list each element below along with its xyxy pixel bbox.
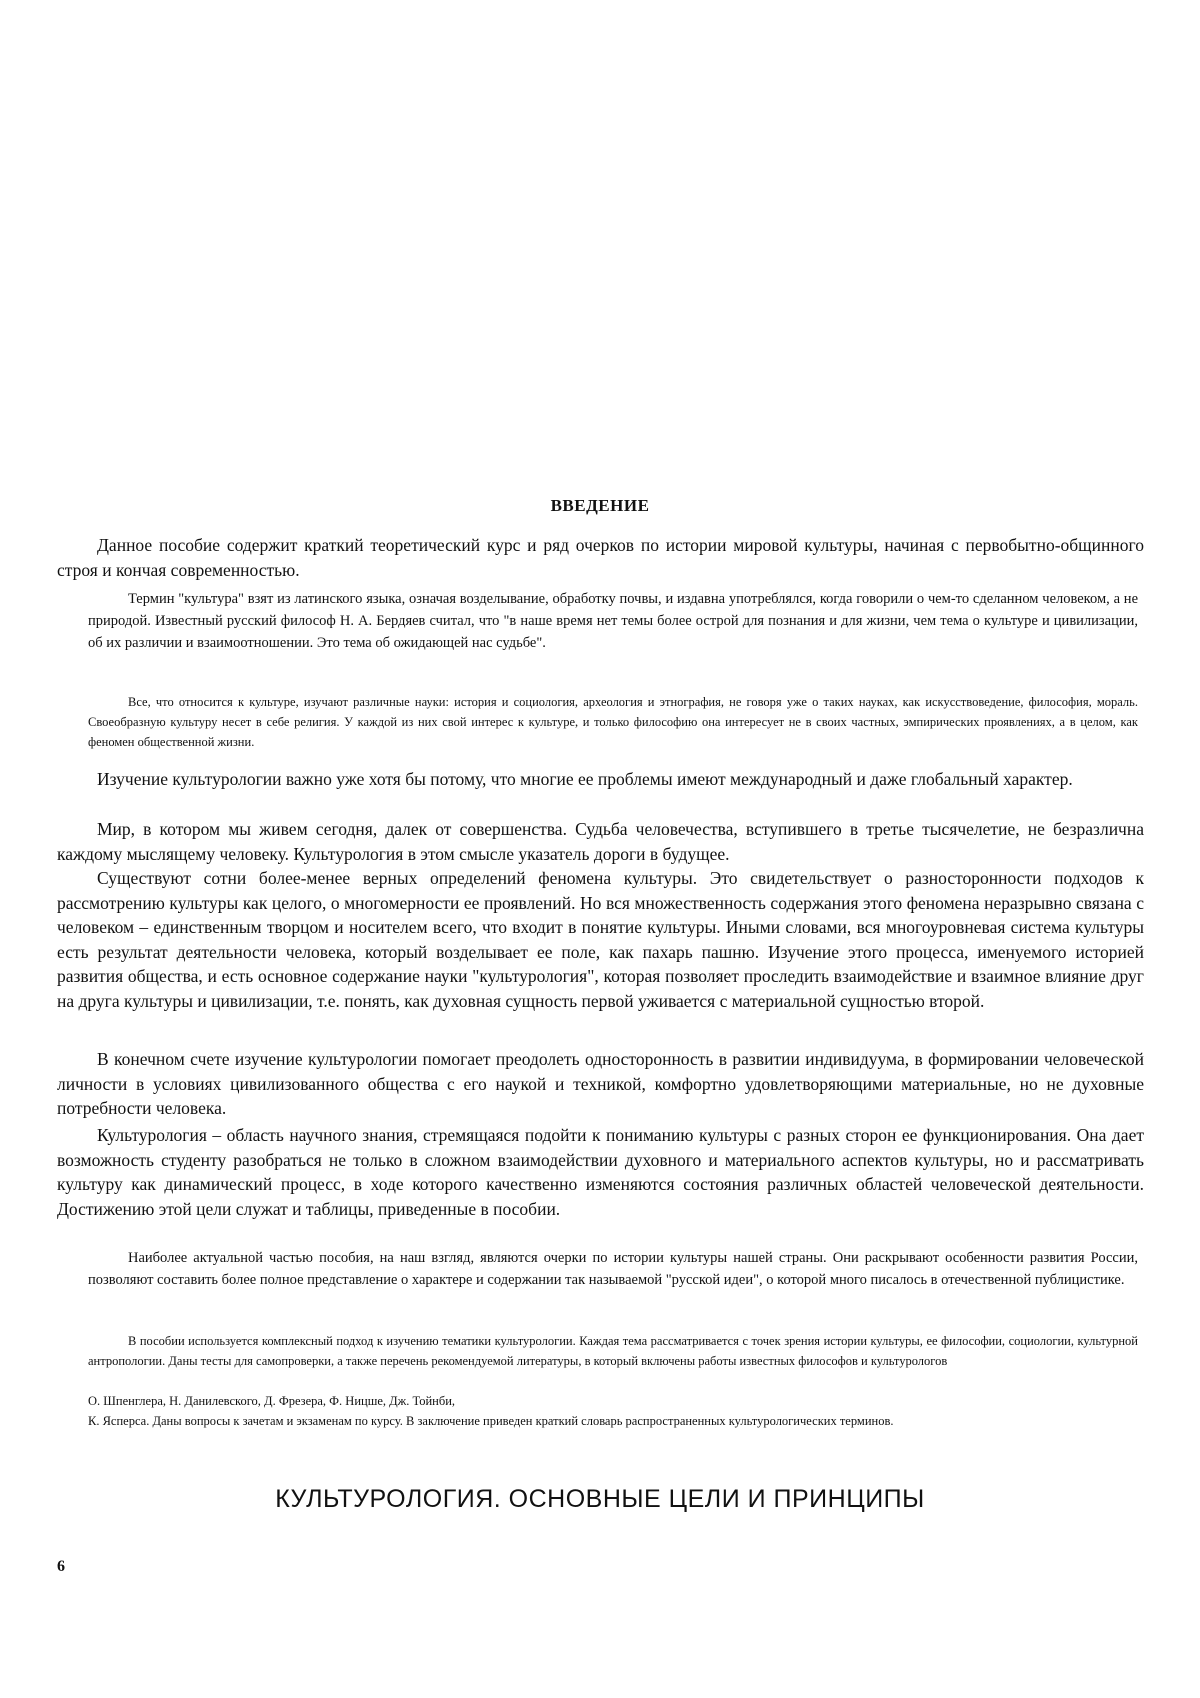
paragraph-individual: В конечном счете изучение культурологии помогает преодолеть односторонность в развитии индивидуума, в формировании человеческой личности в условиях цивилизованного общества с его наукой и техникой, комфортно удовлетворяющими материальные, но не духовные потребности человека.: [57, 1049, 1144, 1118]
paragraph-intro: Данное пособие содержит краткий теоретический курс и ряд очерков по истории мировой культуры, начиная с первобытно-общинного строя и кончая современностью.: [57, 535, 1144, 580]
paragraph-definitions: Существуют сотни более-менее верных определений феномена культуры. Это свидетельствует о разносторонности подходов к рассмотрению культуры как целого, о многомерности ее проявлений. Но вся множественность содержания этого феномена неразрывно связана с человеком – единственным творцом и носителем всего, что входит в понятие культуры. Иными словами, вся многоуровневая система культуры есть результат деятельности человека, который возделывает ее поле, как пахарь пашню. Изучение этого процесса, именуемого историей развития общества, и есть основное содержание науки "культурология", которая позволяет проследить взаимодействие и взаимное влияние друг на друга культуры и цивилизации, т.е. понять, как духовная сущность первой уживается с материальной сущностью второй.: [57, 868, 1144, 1011]
paragraph-culturology-field: Культурология – область научного знания, стремящаяся подойти к пониманию культуры с разных сторон ее функционирования. Она дает возможность студенту разобраться не только в сложном взаимодействии духовного и материального аспектов культуры, но и рассматривать культуру как динамический процесс, в ходе которого качественно изменяются состояния различных областей человеческой деятельности. Достижению этой цели служат и таблицы, приведенные в пособии.: [57, 1125, 1144, 1219]
paragraph-culture-term: Термин "культура" взят из латинского языка, означая возделывание, обработку почвы, и издавна употреблялся, когда говорили о чем-то сделанном человеком, а не природой. Известный русский философ Н. А. Бердяев считал, что "в наше время нет темы более острой для познания и для жизни, чем тема о культуре и цивилизации, об их различии и взаимоотношении. Это тема об ожидающей нас судьбе".: [88, 591, 1138, 651]
paragraph-approach: В пособии используется комплексный подход к изучению тематики культурологии. Каждая тема рассматривается с точек зрения истории культуры, ее философии, социологии, культурной антропологии. Даны тесты для самопроверки, а также перечень рекомендуемой литературы, в который включены работы известных философов и культурологов: [88, 1334, 1138, 1368]
paragraph-importance: Изучение культурологии важно уже хотя бы потому, что многие ее проблемы имеют международный и даже глобальный характер.: [97, 769, 1073, 789]
paragraph-russia-essays: Наиболее актуальной частью пособия, на наш взгляд, являются очерки по истории культуры нашей страны. Они раскрывают особенности развития России, позволяют составить более полное представление о характере и содержании так называемой "русской идеи", о которой много писалось в отечественной публицистике.: [88, 1250, 1138, 1288]
paragraph-approach-line3: К. Ясперса. Даны вопросы к зачетам и экзаменам по курсу. В заключение приведен краткий словарь распространенных культурологических терминов.: [88, 1414, 894, 1428]
paragraph-sciences: Все, что относится к культуре, изучают различные науки: история и социология, археология и этнография, не говоря уже о таких науках, как искусствоведение, философия, мораль. Своеобразную культуру несет в себе религия. У каждой из них свой интерес к культуре, и только философию она интересует не в своих частных, эмпирических проявлениях, а в целом, как феномен общественной жизни.: [88, 695, 1138, 749]
section-title: КУЛЬТУРОЛОГИЯ. ОСНОВНЫЕ ЦЕЛИ И ПРИНЦИПЫ: [275, 1485, 925, 1513]
introduction-heading: ВВЕДЕНИЕ: [550, 496, 650, 515]
paragraph-approach-line2: О. Шпенглера, Н. Данилевского, Д. Фрезера, Ф. Ницше, Дж. Тойнби,: [88, 1394, 456, 1408]
page-number: 6: [57, 1558, 65, 1575]
paragraph-world: Мир, в котором мы живем сегодня, далек от совершенства. Судьба человечества, вступившего в третье тысячелетие, не безразлична каждому мыслящему человеку. Культурология в этом смысле указатель дороги в будущее.: [57, 819, 1144, 864]
